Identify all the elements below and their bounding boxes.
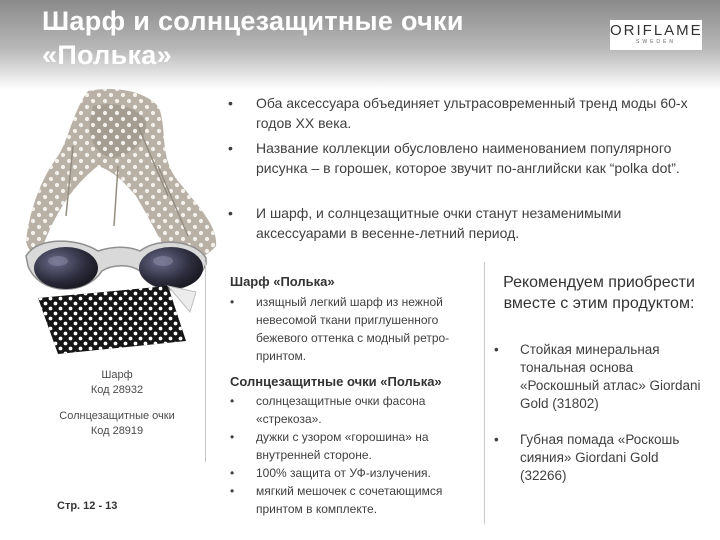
pouch-image — [38, 286, 196, 354]
glasses-list — [230, 392, 480, 518]
bullet-icon: • — [230, 394, 235, 408]
bullet-icon: • — [494, 342, 499, 357]
scarf-heading: Шарф «Полька» — [230, 274, 335, 289]
oriflame-logo — [610, 20, 702, 50]
page-title-line1: Шарф и солнцезащитные очки — [42, 6, 464, 36]
intro-item: • Название коллекции обусловлено наименованием популярного рисунка – в горошек, которое звучит по-английски как “polka dot”. — [228, 140, 680, 176]
bullet-icon: • — [230, 295, 235, 309]
intro-item: • И шарф, и солнцезащитные очки станут незаменимыми аксессуарами в весенне-летний период. — [228, 205, 622, 241]
logo-main-text: ORIFLAME — [610, 22, 703, 39]
bullet-icon: • — [230, 430, 235, 444]
recommend-list — [494, 341, 708, 485]
scarf-list — [230, 293, 480, 365]
bullet-icon: • — [228, 205, 233, 221]
vertical-divider-left — [205, 262, 206, 462]
glasses-item: • солнцезащитные очки фасона «стрекоза». — [230, 394, 426, 426]
glasses-caption-name: Солнцезащитные очки — [59, 410, 175, 422]
glasses-item: • 100% защита от УФ-излучения. — [230, 466, 431, 480]
scarf-caption — [82, 368, 152, 398]
scarf-image — [26, 89, 216, 261]
page-title — [42, 4, 464, 72]
header-band — [0, 0, 720, 90]
recommend-heading: Рекомендуем приобрести вместе с этим продуктом: — [503, 274, 695, 312]
scarf-item: • изящный легкий шарф из нежной невесомой ткани приглушенного бежевого оттенка с модный ретро-принтом. — [230, 295, 450, 363]
scarf-caption-code: Код 28932 — [90, 384, 144, 396]
product-illustration — [18, 86, 223, 366]
logo-sub-text: SWEDEN — [636, 39, 676, 45]
vertical-divider-right — [484, 262, 485, 524]
scarf-caption-name: Шарф — [101, 369, 133, 381]
intro-item: • Оба аксессуара объединяет ультрасовременный тренд моды 60-х годов XX века. — [228, 95, 688, 131]
glasses-caption — [52, 409, 182, 439]
glasses-caption-code: Код 28919 — [90, 425, 144, 437]
page-title-line2: «Полька» — [42, 40, 172, 70]
recommend-item: • Стойкая минеральная тональная основа «Роскошный атлас» Giordani Gold (31802) — [494, 342, 701, 411]
glasses-heading: Солнцезащитные очки «Полька» — [230, 374, 442, 389]
bullet-icon: • — [228, 140, 233, 156]
recommend-item: • Губная помада «Роскошь сияния» Giordani Gold (32266) — [494, 432, 680, 483]
glasses-item: • дужки с узором «горошина» на внутренней стороне. — [230, 430, 429, 462]
bullet-icon: • — [494, 432, 499, 447]
intro-list — [228, 93, 688, 243]
sunglasses-image — [26, 241, 206, 290]
bullet-icon: • — [230, 484, 235, 498]
bullet-icon: • — [228, 95, 233, 111]
glasses-item: • мягкий мешочек с сочетающимся принтом в комплекте. — [230, 484, 443, 516]
page-reference: Стр. 12 - 13 — [57, 500, 118, 512]
bullet-icon: • — [230, 466, 235, 480]
